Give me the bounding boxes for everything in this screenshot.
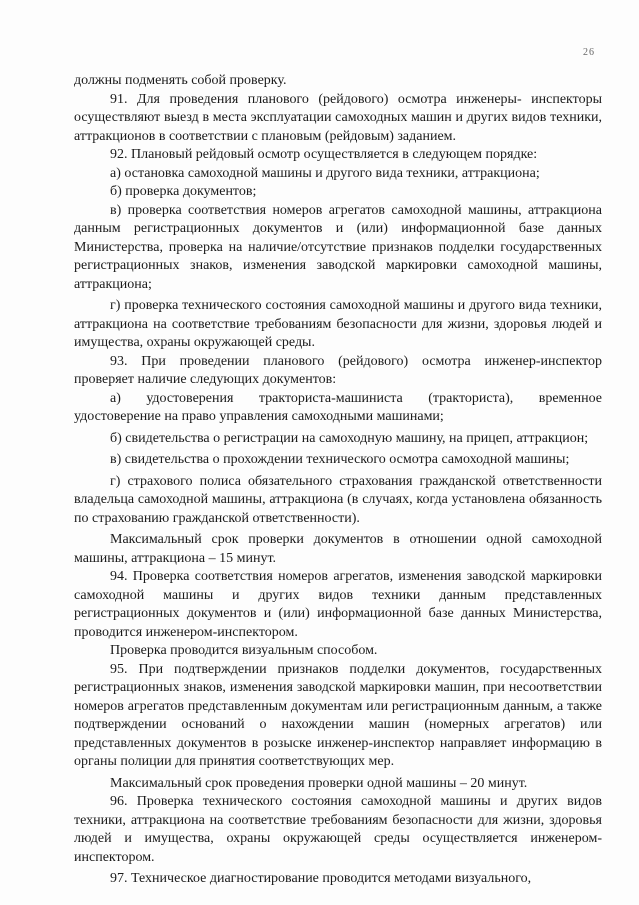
paragraph-max-time-documents: Максимальный срок проверки документов в отношении одной самоходной машины, аттракциона – 15 минут. — [74, 532, 602, 566]
paragraph-93-item-b: б) свидетельства о регистрации на самоходную машину, на прицеп, аттракцион; — [110, 430, 589, 446]
paragraph-92-item-a: а) остановка самоходной машины и другого вида техники, аттракциона; — [110, 165, 540, 181]
paragraph-92-item-b: б) проверка документов; — [110, 184, 257, 199]
paragraph-91: 91. Для проведения планового (рейдового) осмотра инженеры- инспекторы осуществляют выезд в места эксплуатации самоходных машин и других видов техники, аттракционов в соответствии с плановым (рейдовым) заданием. — [74, 91, 602, 144]
paragraph-visual-check: Проверка проводится визуальным способом. — [110, 643, 378, 658]
paragraph-92-item-g: г) проверка технического состояния самоходной машины и другого вида техники, аттракциона на соответствие требованиям безопасности для жизни, здоровья людей и имущества, охраны окружающей среды. — [74, 298, 602, 350]
paragraph-95: 95. При подтверждении признаков подделки документов, государственных регистрационных знаков, изменения заводской маркировки машин, при несоответствии номеров агрегатов представленным документам или регистрационным данным, а также подтверждении оснований о нахождении машин (номерных агрегатов) или представленных документов в розыске инженер-инспектор направляет информацию в органы полиции для принятия соответствующих мер. — [74, 661, 602, 769]
paragraph-93-item-a: а) удостоверения тракториста-машиниста (тракториста), временное удостоверение на право управления самоходными машинами; — [74, 390, 602, 424]
paragraph-97: 97. Техническое диагностирование проводится методами визуального, — [110, 871, 532, 886]
paragraph-96: 96. Проверка технического состояния самоходной машины и других видов техники, аттракциона на соответствие требованиям безопасности для жизни, здоровья людей и имущества, охраны окружающей среды осуществляется инженером-инспектором. — [74, 794, 602, 865]
paragraph-93-item-g: г) страхового полиса обязательного страхования гражданской ответственности владельца самоходной машины, аттракциона (в случаях, когда установлена обязанность по страхованию гражданской ответственности). — [74, 473, 602, 526]
page-number: 26 — [583, 47, 595, 58]
paragraph-93: 93. При проведении планового (рейдового) осмотра инженер-инспектор проверяет наличие следующих документов: — [74, 353, 602, 387]
paragraph-92: 92. Плановый рейдовый осмотр осуществляется в следующем порядке: — [110, 147, 538, 162]
paragraph-max-time-machine: Максимальный срок проведения проверки одной машины – 20 минут. — [110, 775, 528, 791]
paragraph-93-item-v: в) свидетельства о прохождении технического осмотра самоходной машины; — [110, 452, 570, 467]
paragraph-continuation: должны подменять собой проверку. — [74, 73, 287, 88]
paragraph-94: 94. Проверка соответствия номеров агрегатов, изменения заводской маркировки самоходной машины и других видов техники данным представленных регистрационных документов и (или) информационной базе данных Министерства, проводится инженером-инспектором. — [74, 569, 602, 640]
document-body — [74, 72, 602, 889]
paragraph-92-item-v: в) проверка соответствия номеров агрегатов самоходной машины, аттракциона данным регистрационных документов и (или) информационной базе данных Министерства, проверка на наличие/отсутствие признаков подделки государственных регистрационных знаков, изменения заводской маркировки самоходной машины, аттракциона; — [74, 202, 602, 292]
